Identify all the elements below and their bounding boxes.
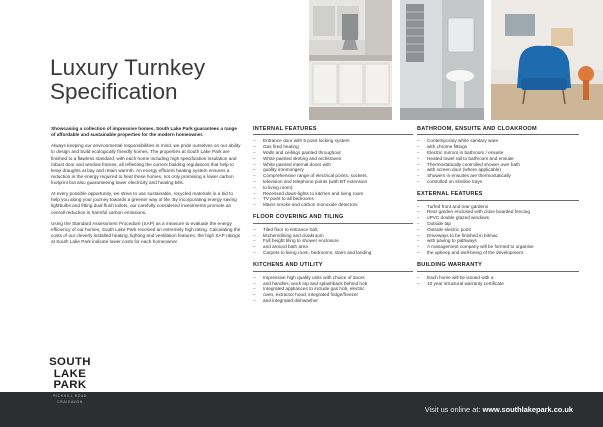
logo-sub-1: RICHHILL ROAD [53,393,87,398]
logo-line-2: LAKE [53,367,87,380]
list-item: – with paving to pathways [417,238,579,244]
list-item: – Showers in ensuites are thermostatically [417,173,579,179]
list-item: – White painted skirting and architraves [253,156,413,162]
title-line-2: Specification [50,78,178,104]
kitchen-photo [309,0,392,120]
living-room-photo [491,0,603,120]
list-item: – Gas fired heating [253,144,413,150]
list-item: – with screen door (where applicable) [417,167,579,173]
website-link[interactable] [425,405,573,414]
list-item: – and integrated dishwasher [253,298,413,304]
list-item: – Carpets to living room, bedrooms, stairs and landing [253,250,413,256]
intro-text [51,126,241,250]
intro-paragraph: At every possible opportunity, we strive to use sustainable, recycled materials in a bid to help you along your journey towards a greener way of life. By incorporating energy saving lightbulbs and fitting dual flush toilets, our carefully considered investments promote an overall reduction in harmful carbon emissions. [51,191,237,215]
list-item: – controlled on slimline trays [417,179,579,185]
list-item: – oven, extractor hood, integrated fridge/freezer [253,292,413,298]
building-warranty-list [417,275,579,287]
logo-line-1: SOUTH [49,356,91,368]
list-item: – TV point to all bedrooms [253,196,413,202]
list-item: – Driveways to be finished in bitmac [417,233,579,239]
intro-paragraph: Always keeping our environmental responsibilities in mind, we pride ourselves on our ability to design and build ecologically friendly homes. The properties at South Lake Park are finished to a flawless standard, with each home including high specification insulation and robust door and window frames, all reflecting the current building regulations that help to keep draughts at bay and retain warmth. An energy efficient heating system ensures a reduction in the energy required to heat these homes, not only promising a lower carbon footprint but also guaranteeing lower electricity and heating bills. [51,143,241,185]
kitchens-heading: KITCHENS AND UTILITY [253,262,413,271]
list-item: – Full height tiling to shower enclosure [253,238,413,244]
bathroom-heading: BATHROOM, ENSUITE AND CLOAKROOM [417,126,579,135]
list-item: – the upkeep and well-being of the development [417,250,579,256]
intro-lead: Showcasing a collection of impressive homes, South Lake Park guarantees a range of affordable and sustainable properties for the modern homeowner. [51,126,237,138]
list-item: – Heated towel rail to bathroom and ensuite [417,156,579,162]
list-item: – Outside tap [417,221,579,227]
list-item: – and handles, work top and splashback behind hob [253,281,413,287]
footer-url[interactable]: www.southlakepark.co.uk [482,405,573,414]
list-item: – Each home will be issued with a [417,275,579,281]
bathroom-list [417,138,579,184]
list-item: – Mains smoke and carbon monoxide detectors [253,202,413,208]
list-item: – Entrance door with 5 point locking system [253,138,413,144]
list-item: – Turfed front and rear gardens [417,204,579,210]
list-item: – uPVC double glazed windows [417,215,579,221]
list-item: – Electric mirrors in bathroom / ensuite [417,150,579,156]
list-item: – Recessed down-lights to kitchen and living room [253,191,413,197]
logo-sub-2: CRAIGAVON [57,400,83,404]
external-features-heading: EXTERNAL FEATURES [417,191,579,200]
list-item: – Outside electric point [417,227,579,233]
spec-column-right [417,126,579,293]
list-item: – quality ironmongery [253,167,413,173]
list-item: – kitchen/dining and cloakroom [253,233,413,239]
footer-prefix: Visit us online at: [424,405,481,414]
list-item: – Impressive high quality units with choice of doors [253,275,413,281]
list-item: – television and telephone points (with BT extension [253,179,413,185]
list-item: – Walls and ceilings painted throughout [253,150,413,156]
list-item: – A management company will be formed to organise [417,244,579,250]
floor-covering-list [253,227,413,256]
internal-features-heading: INTERNAL FEATURES [253,126,413,135]
south-lake-park-logo [45,357,95,427]
kitchens-list [253,275,413,304]
list-item: – Tiled floor to entrance hall, [253,227,413,233]
external-features-list [417,204,579,256]
list-item: – Thermostatically controlled shower over bath [417,162,579,168]
list-item: – Contemporary white sanitary ware [417,138,579,144]
building-warranty-heading: BUILDING WARRANTY [417,262,579,271]
intro-paragraph: Using the Standard Assessment Procedure (SAP) as a measure to evaluate the energy efficiency of our homes, South Lake Park received an extremely high rating. Calculating the costs of our cleverly installed heating, lighting and ventilation features, the high SAP ratings at South Lake Park indicate lower costs for each homeowner. [51,220,241,245]
list-item: – and around bath area [253,244,413,250]
list-item: – Rear garden enclosed with close boarded fencing [417,209,579,215]
list-item: – Integrated appliances to include gas hob, electric [253,286,413,292]
spec-column-middle [253,126,413,310]
page-title [50,56,205,103]
bathroom-photo [400,0,484,120]
title-line-1: Luxury Turnkey [50,55,206,80]
internal-features-list [253,138,413,208]
list-item: – with chrome fittings [417,144,579,150]
list-item: – to living room) [253,185,413,191]
list-item: – 10 year structural warranty certificate [417,281,579,287]
floor-covering-heading: FLOOR COVERING AND TILING [253,214,413,223]
logo-line-3: PARK [53,379,87,391]
list-item: – Comprehensive range of electrical points, sockets, [253,173,413,179]
list-item: – White painted internal doors with [253,162,413,168]
